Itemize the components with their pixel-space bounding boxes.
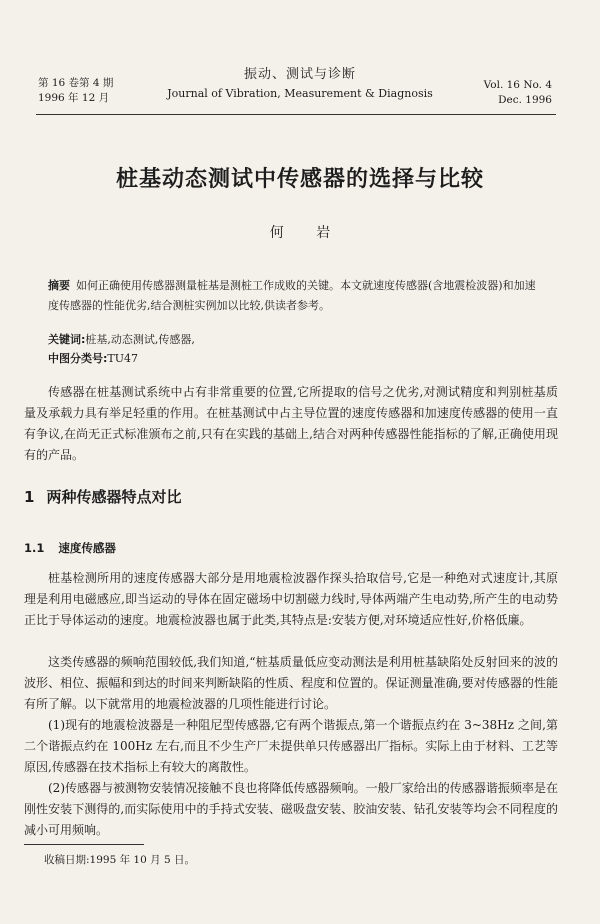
issue-info-cn <box>38 76 113 106</box>
author: 何 岩 <box>269 225 345 241</box>
body-paragraph-2: 这类传感器的频响范围较低,我们知道,“桩基质量低应变动测法是利用桩基缺陷处反射回来的波的波形、相位、振幅和到达的时间来判断缺陷的性质、程度和位置的。保证测量准确,要对传感器的性能有所了解。以下就常用的地震检波器的几项性能进行讨论。 <box>24 655 558 711</box>
subsection-heading <box>24 540 116 556</box>
body-paragraph-1: 桩基检测所用的速度传感器大部分是用地震检波器作探头拾取信号,它是一种绝对式速度计,其原理是利用电磁感应,即当运动的导体在固定磁场中切割磁力线时,导体两端产生电动势,所产生的电动势正比于导体运动的速度。地震检波器也属于此类,其特点是:安装方便,对环境适应性好,价格低廉。 <box>24 571 558 627</box>
intro-paragraph: 传感器在桩基测试系统中占有非常重要的位置,它所提取的信号之优劣,对测试精度和判别桩基质量及承载力具有举足轻重的作用。在桩基测试中占主导位置的速度传感器和加速度传感器的使用一直有争议,在尚无正式标准颁布之前,只有在实践的基础上,结合对两种传感器性能指标的了解,正确使用现有的产品。 <box>24 385 558 462</box>
journal-name-cn: 振动、测试与诊断 <box>243 67 356 82</box>
header-divider <box>36 114 556 115</box>
keywords-label: 关键词: <box>48 333 86 346</box>
subsection-number: 1.1 <box>24 541 45 555</box>
footnote-divider <box>24 844 144 845</box>
volume-cn: 第 16 卷第 4 期 <box>38 77 114 89</box>
date-en: Dec. 1996 <box>498 94 552 106</box>
clc-text: TU47 <box>107 352 139 365</box>
section-heading <box>24 486 181 507</box>
section-title: 两种传感器特点对比 <box>46 488 182 506</box>
body-paragraph-4: (2)传感器与被测物安装情况接触不良也将降低传感器频响。一般厂家给出的传感器谐振频率是在刚性安装下测得的,而实际使用中的手持式安装、磁吸盘安装、胶油安装、钻孔安装等均会不同程度的减小可用频响。 <box>24 781 558 837</box>
issue-info-en <box>484 78 552 108</box>
section-number: 1 <box>24 488 35 506</box>
abstract-label: 摘要 <box>48 279 70 292</box>
abstract <box>48 276 540 316</box>
received-date-footnote: 收稿日期:1995 年 10 月 5 日。 <box>44 854 195 866</box>
body-paragraph-3: (1)现有的地震检波器是一种阻尼型传感器,它有两个谐振点,第一个谐振点约在 3~38Hz 之间,第二个谐振点约在 100Hz 左右,而且不少生产厂未提供单只传感器出厂指标。实际上由于材料、工艺等原因,传感器在技术指标上有较大的离散性。 <box>24 718 558 774</box>
keywords-block <box>48 330 195 368</box>
clc-label: 中图分类号: <box>48 352 108 365</box>
date-cn: 1996 年 12 月 <box>38 92 110 104</box>
journal-name-en: Journal of Vibration, Measurement & Diagnosis <box>167 87 433 100</box>
subsection-title: 速度传感器 <box>58 541 116 555</box>
keywords-text: 桩基,动态测试,传感器, <box>85 333 195 346</box>
journal-title <box>120 66 480 102</box>
abstract-text: 如何正确使用传感器测量桩基是测桩工作成败的关键。本文就速度传感器(含地震检波器)和加速度传感器的性能优劣,结合测桩实例加以比较,供读者参考。 <box>48 279 536 312</box>
article-title: 桩基动态测试中传感器的选择与比较 <box>115 167 484 192</box>
volume-en: Vol. 16 No. 4 <box>483 79 552 91</box>
